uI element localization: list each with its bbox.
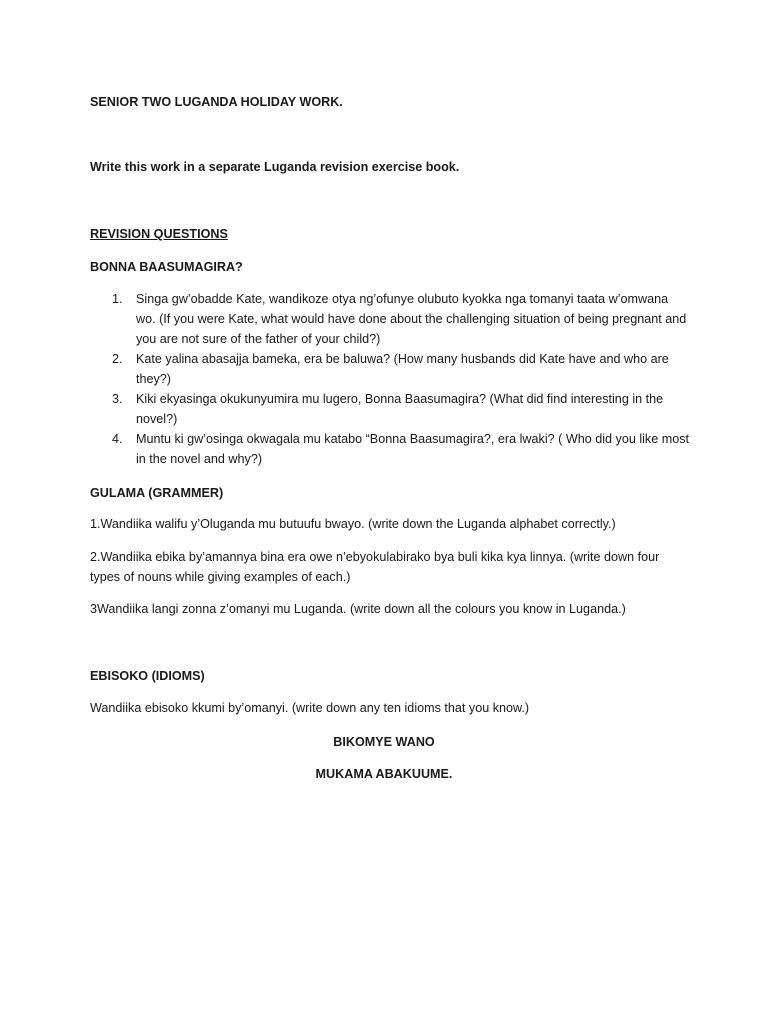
closing-line-2: MUKAMA ABAKUUME. (315, 767, 453, 781)
grammar-heading: GULAMA (GRAMMER) (90, 486, 224, 500)
closing-line-1: BIKOMYE WANO (333, 735, 435, 749)
idioms-text: Wandiika ebisoko kkumi by’omanyi. (write down any ten idioms that you know.) (90, 701, 530, 715)
question-item (90, 349, 690, 389)
question-item (90, 429, 690, 469)
question-item (90, 289, 690, 349)
question-number: 1. (112, 292, 123, 306)
instruction-text: Write this work in a separate Luganda revision exercise book. (90, 160, 460, 174)
revision-heading: REVISION QUESTIONS (90, 227, 228, 241)
grammar-item: 2.Wandiika ebika by’amannya bina era owe n’ebyokulabirako bya buli kika kya linnya. (write down four types of nouns while giving examples of each.) (90, 550, 660, 584)
question-text: Kiki ekyasinga okukunyumira mu lugero, Bonna Baasumagira? (What did find interesting in the novel?) (136, 392, 664, 426)
question-item (90, 389, 690, 429)
question-number: 2. (112, 352, 123, 366)
question-text: Singa gw’obadde Kate, wandikoze otya ng’ofunye olubuto kyokka nga tomanyi taata w’omwana wo. (If you were Kate, what would have done about the challenging situation of being pregnant and you are not sure of the father of your child?) (136, 292, 687, 346)
question-text: Kate yalina abasajja bameka, era be baluwa? (How many husbands did Kate have and who are they?) (136, 352, 669, 386)
grammar-item: 1.Wandiika walifu y’Oluganda mu butuufu bwayo. (write down the Luganda alphabet correctly.) (90, 517, 616, 531)
question-number: 4. (112, 432, 123, 446)
idioms-heading: EBISOKO (IDIOMS) (90, 669, 205, 683)
question-number: 3. (112, 392, 123, 406)
book-heading: BONNA BAASUMAGIRA? (90, 260, 243, 274)
grammar-item: 3Wandiika langi zonna z’omanyi mu Luganda. (write down all the colours you know in Luganda.) (90, 602, 626, 616)
revision-questions-list (90, 289, 690, 469)
question-text: Muntu ki gw’osinga okwagala mu katabo “Bonna Baasumagira?, era lwaki? ( Who did you like most in the novel and why?) (136, 432, 690, 466)
document-title: SENIOR TWO LUGANDA HOLIDAY WORK. (90, 95, 343, 109)
